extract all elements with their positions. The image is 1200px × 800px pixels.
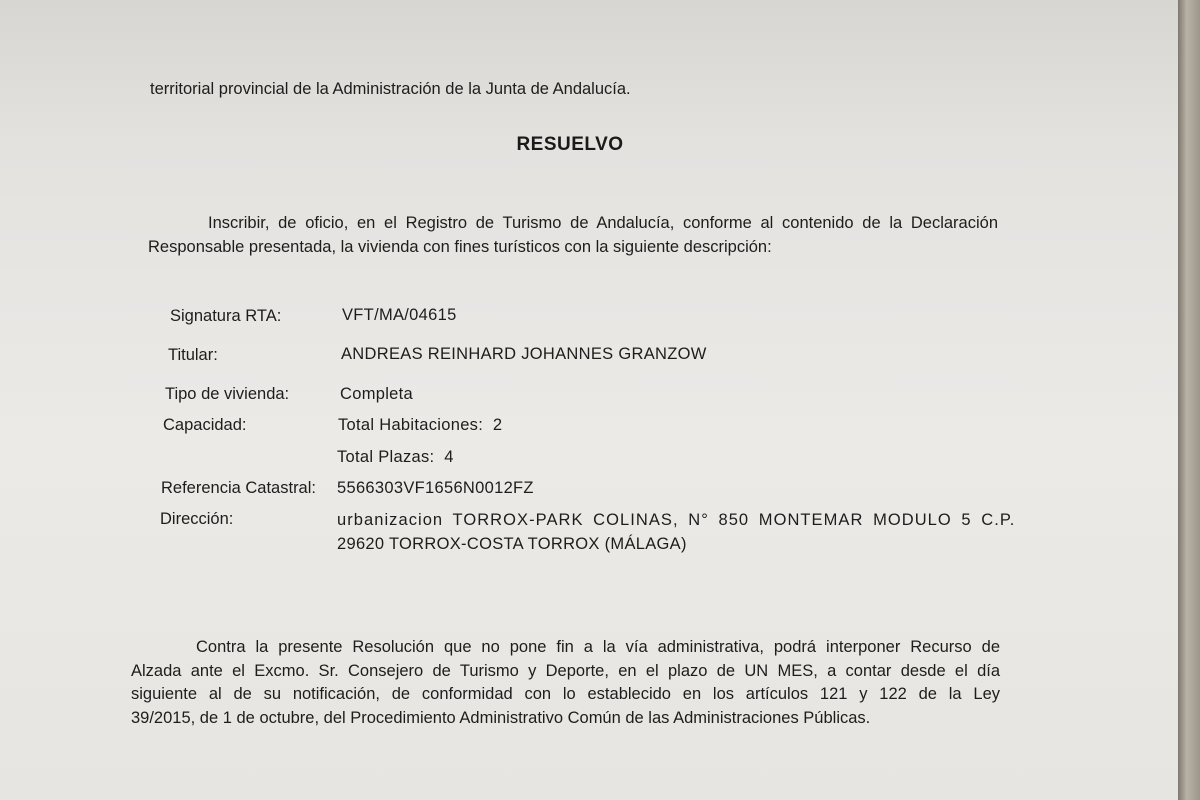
direccion-line-2: 29620 TORROX-COSTA TORROX (MÁLAGA) <box>337 535 687 553</box>
plazas-value: Total Plazas: 4 <box>337 448 454 466</box>
signatura-label: Signatura RTA: <box>170 307 282 325</box>
intro-line-1: Inscribir, de oficio, en el Registro de Turismo de Andalucía, conforme al contenido de la Declaración <box>208 214 998 232</box>
capacidad-label: Capacidad: <box>163 416 247 434</box>
titular-label: Titular: <box>168 346 218 364</box>
intro-line-2: Responsable presentada, la vivienda con fines turísticos con la siguiente descripción: <box>148 237 772 256</box>
closing-line-2: Alzada ante el Excmo. Sr. Consejero de Turismo y Deporte, en el plazo de UN MES, a contar desde el día <box>131 661 1000 680</box>
closing-line-1: Contra la presente Resolución que no pone fin a la vía administrativa, podrá interponer Recurso de <box>196 638 1000 656</box>
top-line: territorial provincial de la Administración de la Junta de Andalucía. <box>150 80 631 98</box>
intro-paragraph <box>148 212 998 259</box>
closing-line-4: 39/2015, de 1 de octubre, del Procedimiento Administrativo Común de las Administraciones Públicas. <box>131 708 871 727</box>
tipo-label: Tipo de vivienda: <box>165 385 290 403</box>
signatura-value: VFT/MA/04615 <box>342 306 457 324</box>
habitaciones-value: Total Habitaciones: 2 <box>338 416 503 434</box>
closing-line-3: siguiente al de su notificación, de conformidad con lo establecido en los artículos 121 y 122 de la Ley <box>131 685 1000 703</box>
closing-paragraph <box>131 636 1000 730</box>
tipo-value: Completa <box>340 385 414 403</box>
direccion-line-1: urbanizacion TORROX-PARK COLINAS, N° 850 MONTEMAR MODULO 5 C.P. <box>337 511 1016 529</box>
resolution-heading: RESUELVO <box>516 134 624 155</box>
referencia-value: 5566303VF1656N0012FZ <box>337 479 534 497</box>
page-edge-shadow <box>1178 0 1200 800</box>
referencia-label: Referencia Catastral: <box>161 479 316 497</box>
direccion-label: Dirección: <box>160 510 234 528</box>
titular-value: ANDREAS REINHARD JOHANNES GRANZOW <box>341 345 707 363</box>
